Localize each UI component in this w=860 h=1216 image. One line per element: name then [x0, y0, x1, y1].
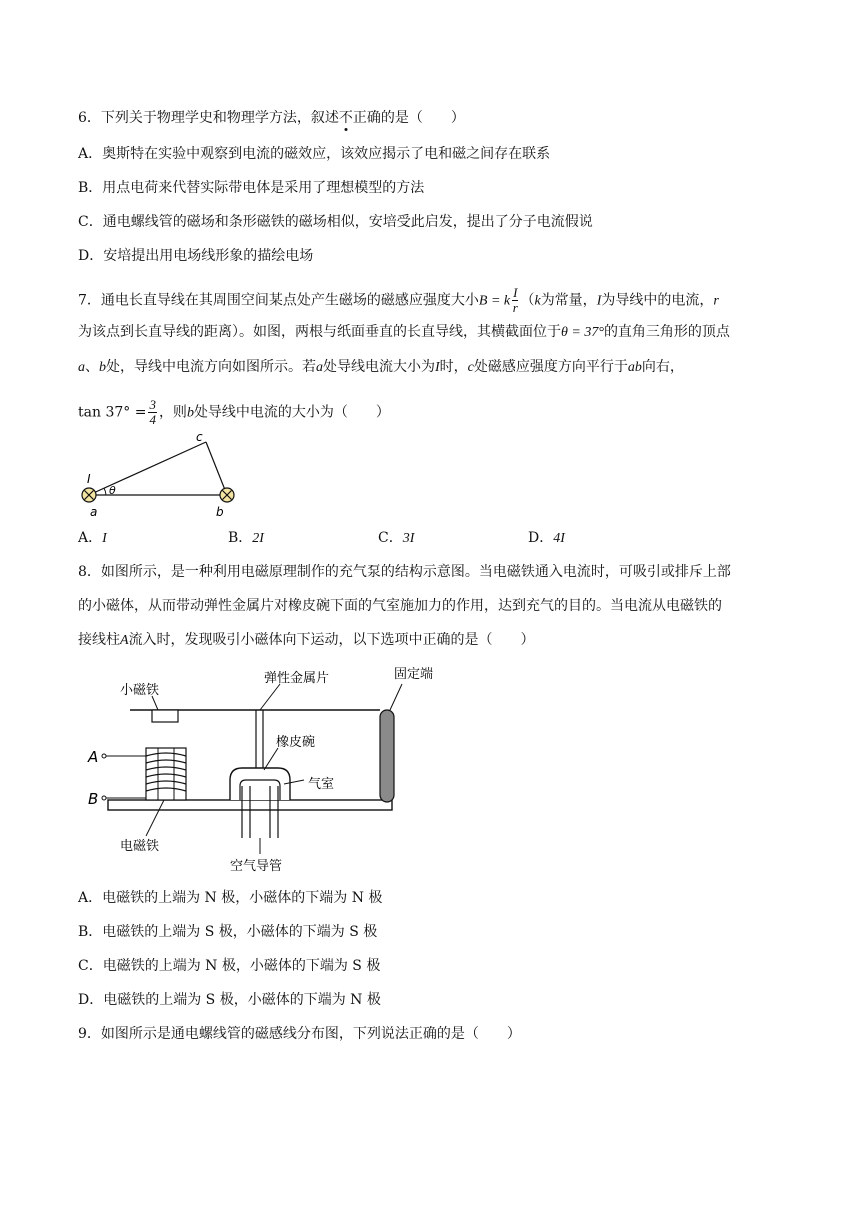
label-air-chamber: 气室 — [308, 777, 335, 792]
q7-text: 为常量， — [540, 292, 597, 309]
q7-text: 为导线中的电流， — [601, 292, 714, 309]
var-a-terminal: A — [120, 633, 129, 648]
q6-stem-text-end: 正确的是（ ） — [352, 110, 465, 126]
var-k: k — [534, 293, 541, 309]
option-letter: D． — [528, 530, 554, 546]
option-value: 2I — [252, 531, 264, 546]
electromagnet-coil — [146, 748, 186, 800]
q6-emphasis-char: 不 — [338, 110, 353, 126]
label-c: c — [196, 430, 203, 444]
q8-stem-line1: 8．如图所示，是一种利用电磁原理制作的充气泵的结构示意图。当电磁铁通入电流时，可吸引或排斥上部 — [78, 564, 731, 580]
wire-a-into-page-icon — [82, 488, 96, 502]
q7-text: 处导线中电流的大小为（ ） — [193, 404, 390, 421]
q7-stem-line1 — [78, 286, 719, 315]
q7-option-b — [228, 528, 264, 549]
q7-text: 7．通电长直导线在其周围空间某点处产生磁场的磁感应强度大小 — [78, 292, 479, 309]
var-i: I — [435, 360, 440, 375]
fraction-numerator: 3 — [149, 397, 156, 412]
label-fixed-end: 固定端 — [394, 667, 434, 682]
label-b: b — [216, 505, 224, 519]
rubber-bowl — [230, 768, 290, 800]
q7-option-c — [378, 528, 414, 549]
label-theta: θ — [109, 484, 116, 497]
option-value: I — [102, 531, 107, 546]
tan-formula: tan 37° = — [78, 404, 147, 421]
option-value: 3I — [402, 531, 415, 546]
q7-text: 、 — [85, 359, 99, 375]
formula-b-eq-k: B = k — [478, 293, 511, 309]
theta-value: θ = 37° — [561, 325, 604, 340]
q7-option-d — [528, 528, 565, 549]
formula-fraction — [512, 286, 518, 315]
q8-option-b: B．电磁铁的上端为 S 极，小磁体的下端为 S 极 — [78, 924, 378, 940]
fraction-numerator: I — [513, 285, 518, 300]
label-a: a — [90, 505, 98, 519]
var-c: c — [467, 360, 474, 375]
q7-text: 处导线电流大小为 — [323, 359, 435, 375]
q6-option-d: D．安培提出用电场线形象的描绘电场 — [78, 248, 314, 264]
q9-stem: 9．如图所示是通电螺线管的磁感线分布图，下列说法正确的是（ ） — [78, 1026, 521, 1042]
q7-stem-line3 — [78, 357, 684, 378]
var-a: a — [316, 360, 323, 375]
small-magnet — [152, 710, 178, 722]
label-rubber-bowl: 橡皮碗 — [276, 735, 316, 750]
q7-triangle-figure — [78, 430, 248, 520]
fraction-denominator: 4 — [149, 412, 156, 427]
q6-option-c: C．通电螺线管的磁场和条形磁铁的磁场相似，安培受此启发，提出了分子电流假说 — [78, 214, 593, 230]
var-b: b — [99, 360, 106, 375]
fixed-end-post — [380, 710, 394, 802]
q7-stem-line2 — [78, 322, 730, 343]
q7-text: 时， — [439, 359, 468, 375]
option-letter: C． — [378, 530, 403, 546]
label-electromagnet: 电磁铁 — [120, 839, 160, 854]
label-i: I — [87, 472, 91, 486]
q7-text: 为该点到长直导线的距离）。如图，两根与纸面垂直的长直导线，其横截面位于 — [78, 324, 561, 340]
label-air-tube: 空气导管 — [230, 859, 283, 874]
q7-stem-line4 — [78, 398, 390, 427]
option-letter: A． — [78, 530, 103, 546]
q6-option-a: A．奥斯特在实验中观察到电流的磁效应，该效应揭示了电和磁之间存在联系 — [78, 146, 551, 162]
q7-text: 处，导线中电流方向如图所示。若 — [106, 359, 316, 375]
tan-fraction — [148, 398, 157, 427]
var-r: r — [713, 293, 719, 309]
var-a: a — [78, 360, 85, 375]
q6-option-b: B．用点电荷来代替实际带电体是采用了理想模型的方法 — [78, 180, 425, 196]
var-i: I — [596, 293, 602, 309]
q6-stem — [78, 108, 465, 128]
label-elastic-sheet: 弹性金属片 — [264, 671, 330, 686]
label-terminal-b: B — [88, 790, 99, 808]
label-terminal-a: A — [88, 748, 99, 766]
q7-text: ，则 — [158, 404, 187, 421]
q6-stem-text: 6．下列关于物理学史和物理学方法，叙述 — [78, 110, 339, 126]
q7-text: 处磁感应强度方向平行于 — [473, 359, 628, 375]
q8-stem-line3 — [78, 630, 535, 651]
q8-air-pump-figure — [80, 662, 450, 880]
q7-text: （ — [520, 292, 535, 309]
option-value: 4I — [553, 531, 565, 546]
q7-option-a — [78, 528, 107, 549]
q8-text: 接线柱 — [78, 632, 120, 648]
q8-option-c: C．电磁铁的上端为 N 极，小磁体的下端为 S 极 — [78, 958, 381, 974]
fraction-denominator: r — [512, 300, 518, 315]
q7-text: 向右， — [641, 359, 684, 375]
q7-text: 的直角三角形的顶点 — [603, 324, 730, 340]
q8-text: 流入时，发现吸引小磁体向下运动，以下选项中正确的是（ ） — [128, 632, 535, 648]
option-letter: B． — [228, 530, 253, 546]
q8-option-d: D．电磁铁的上端为 S 极，小磁体的下端为 N 极 — [78, 992, 381, 1008]
label-small-magnet: 小磁铁 — [120, 683, 160, 698]
var-ab: ab — [627, 360, 642, 375]
q8-option-a: A．电磁铁的上端为 N 极，小磁体的下端为 N 极 — [78, 890, 383, 906]
wire-b-into-page-icon — [220, 488, 234, 502]
q8-stem-line2: 的小磁体，从而带动弹性金属片对橡皮碗下面的气室施加力的作用，达到充气的目的。当电流从电磁铁的 — [78, 598, 722, 614]
var-b: b — [186, 405, 194, 421]
